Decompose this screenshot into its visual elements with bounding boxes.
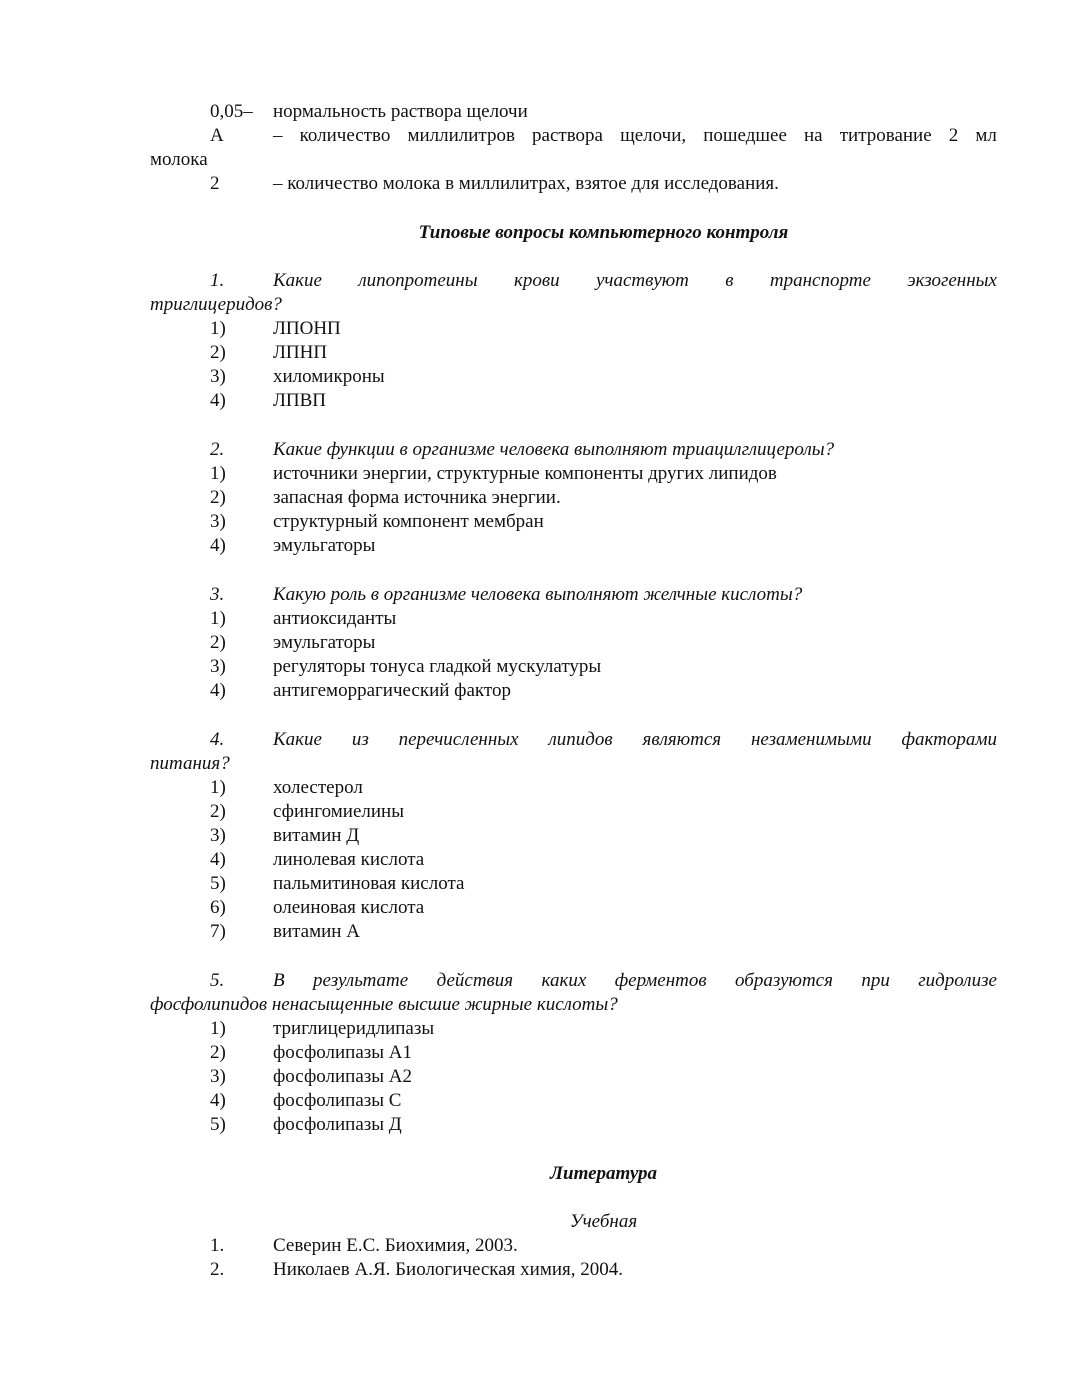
option-number: 4) <box>210 390 226 411</box>
legend-symbol: A <box>210 125 224 146</box>
option-text: антиоксиданты <box>273 608 397 629</box>
literature-text: Северин Е.С. Биохимия, 2003. <box>273 1235 518 1256</box>
word: результате <box>313 970 409 991</box>
option-text: ЛПОНП <box>273 318 341 339</box>
option-text: пальмитиновая кислота <box>273 873 465 894</box>
legend-justified-text <box>273 124 997 148</box>
word: 2 <box>948 125 959 146</box>
question-continuation: питания? <box>150 753 230 774</box>
question-text: Какие функции в организме человека выполняют триацилглицеролы? <box>273 439 835 460</box>
option-text: фосфолипазы А1 <box>273 1042 413 1063</box>
word: количество <box>299 125 391 146</box>
question-4-cont <box>150 752 997 776</box>
word: незаменимыми <box>750 729 872 750</box>
option-number: 1) <box>210 463 226 484</box>
word: при <box>861 970 890 991</box>
word: липидов <box>548 729 613 750</box>
legend-text: нормальность раствора щелочи <box>273 101 528 122</box>
option-number: 5) <box>210 873 226 894</box>
word: – <box>273 125 283 146</box>
question-text <box>273 728 997 752</box>
word: титрование <box>839 125 932 146</box>
question-number: 1. <box>210 270 225 291</box>
option <box>150 486 997 510</box>
option-number: 2) <box>210 487 226 508</box>
question-5 <box>150 969 997 993</box>
word: пошедшее <box>703 125 787 146</box>
word: участвуют <box>595 270 689 291</box>
word: каких <box>541 970 587 991</box>
option-text: антигеморрагический фактор <box>273 680 511 701</box>
legend-text: – количество молока в миллилитрах, взятое для исследования. <box>273 173 779 194</box>
option <box>150 341 997 365</box>
word: образуются <box>735 970 833 991</box>
option-number: 3) <box>210 366 226 387</box>
legend-symbol: 0,05– <box>210 101 253 122</box>
option <box>150 1017 997 1041</box>
option <box>150 534 997 558</box>
literature-item <box>150 1234 997 1258</box>
option-number: 2) <box>210 801 226 822</box>
option-number: 4) <box>210 849 226 870</box>
literature-text: Николаев А.Я. Биологическая химия, 2004. <box>273 1259 623 1280</box>
question-1-cont <box>150 293 997 317</box>
option-text: фосфолипазы А2 <box>273 1066 413 1087</box>
question-4 <box>150 728 997 752</box>
option-text: хиломикроны <box>273 366 385 387</box>
question-2 <box>150 438 997 462</box>
question-text <box>273 269 997 293</box>
option <box>150 800 997 824</box>
question-3 <box>150 583 997 607</box>
option-text: структурный компонент мембран <box>273 511 544 532</box>
option-number: 2) <box>210 342 226 363</box>
word: экзогенных <box>907 270 997 291</box>
option <box>150 848 997 872</box>
literature-subtitle-row <box>150 1210 1057 1234</box>
option <box>150 510 997 534</box>
option-number: 2) <box>210 632 226 653</box>
option <box>150 462 997 486</box>
question-number: 4. <box>210 729 225 750</box>
literature-item <box>150 1258 997 1282</box>
option-number: 5) <box>210 1114 226 1135</box>
option-number: 4) <box>210 535 226 556</box>
option-text: эмульгаторы <box>273 535 376 556</box>
question-number: 3. <box>210 584 225 605</box>
option-number: 1) <box>210 777 226 798</box>
question-5-cont <box>150 993 997 1017</box>
option-number: 2) <box>210 1042 226 1063</box>
option-number: 1) <box>210 318 226 339</box>
word: мл <box>975 125 997 146</box>
question-text: Какую роль в организме человека выполняют желчные кислоты? <box>273 584 803 605</box>
option-text: витамин А <box>273 921 360 942</box>
word: крови <box>513 270 560 291</box>
literature-title-row <box>150 1162 1057 1186</box>
legend-continuation: молока <box>150 149 208 170</box>
option <box>150 389 997 413</box>
option-text: фосфолипазы Д <box>273 1114 402 1135</box>
option <box>150 1065 997 1089</box>
option <box>150 896 997 920</box>
legend-row-normality <box>150 100 997 124</box>
option-text: ЛПВП <box>273 390 327 411</box>
literature-subtitle: Учебная <box>569 1211 638 1232</box>
option-number: 1) <box>210 1018 226 1039</box>
word: В <box>273 970 285 991</box>
option-text: регуляторы тонуса гладкой мускулатуры <box>273 656 602 677</box>
word: Какие <box>273 729 322 750</box>
literature-title: Литература <box>549 1163 658 1184</box>
option <box>150 824 997 848</box>
section-title-row <box>150 221 1057 245</box>
word: факторами <box>901 729 997 750</box>
question-1 <box>150 269 997 293</box>
option-text: сфингомиелины <box>273 801 404 822</box>
word: раствора <box>532 125 603 146</box>
option-number: 1) <box>210 608 226 629</box>
option <box>150 607 997 631</box>
option-number: 3) <box>210 825 226 846</box>
option <box>150 920 997 944</box>
option <box>150 679 997 703</box>
word: Какие <box>273 270 322 291</box>
option <box>150 365 997 389</box>
question-text <box>273 969 997 993</box>
literature-number: 1. <box>210 1235 225 1256</box>
option <box>150 1089 997 1113</box>
word: перечисленных <box>398 729 519 750</box>
option-number: 4) <box>210 1090 226 1111</box>
option-text: триглицеридлипазы <box>273 1018 435 1039</box>
legend-row-milk <box>150 172 997 196</box>
word: в <box>725 270 734 291</box>
word: являются <box>642 729 722 750</box>
legend-row-volume-cont <box>150 148 997 172</box>
option-number: 7) <box>210 921 226 942</box>
option-number: 6) <box>210 897 226 918</box>
option-text: витамин Д <box>273 825 360 846</box>
option-number: 3) <box>210 511 226 532</box>
option-text: фосфолипазы С <box>273 1090 402 1111</box>
legend-row-volume <box>150 124 997 148</box>
option <box>150 317 997 341</box>
legend-symbol: 2 <box>210 173 220 194</box>
word: щелочи, <box>620 125 687 146</box>
option <box>150 1113 997 1137</box>
option-number: 3) <box>210 656 226 677</box>
question-continuation: фосфолипидов ненасыщенные высшие жирные кислоты? <box>150 994 618 1015</box>
option <box>150 631 997 655</box>
word: миллилитров <box>407 125 515 146</box>
word: ферментов <box>614 970 707 991</box>
option-text: олеиновая кислота <box>273 897 425 918</box>
option-number: 3) <box>210 1066 226 1087</box>
question-number: 5. <box>210 970 225 991</box>
option-text: эмульгаторы <box>273 632 376 653</box>
option <box>150 1041 997 1065</box>
option <box>150 872 997 896</box>
word: липопротеины <box>358 270 478 291</box>
word: гидролизе <box>918 970 997 991</box>
option-text: запасная форма источника энергии. <box>273 487 561 508</box>
option-text: холестерол <box>273 777 363 798</box>
option-text: ЛПНП <box>273 342 328 363</box>
word: действия <box>436 970 514 991</box>
option <box>150 776 997 800</box>
option-text: источники энергии, структурные компоненты других липидов <box>273 463 777 484</box>
question-continuation: триглицеридов? <box>150 294 282 315</box>
option-number: 4) <box>210 680 226 701</box>
option <box>150 655 997 679</box>
word: транспорте <box>769 270 871 291</box>
section-title: Типовые вопросы компьютерного контроля <box>418 222 789 243</box>
word: на <box>804 125 823 146</box>
option-text: линолевая кислота <box>273 849 425 870</box>
literature-number: 2. <box>210 1259 225 1280</box>
word: из <box>351 729 369 750</box>
question-number: 2. <box>210 439 225 460</box>
